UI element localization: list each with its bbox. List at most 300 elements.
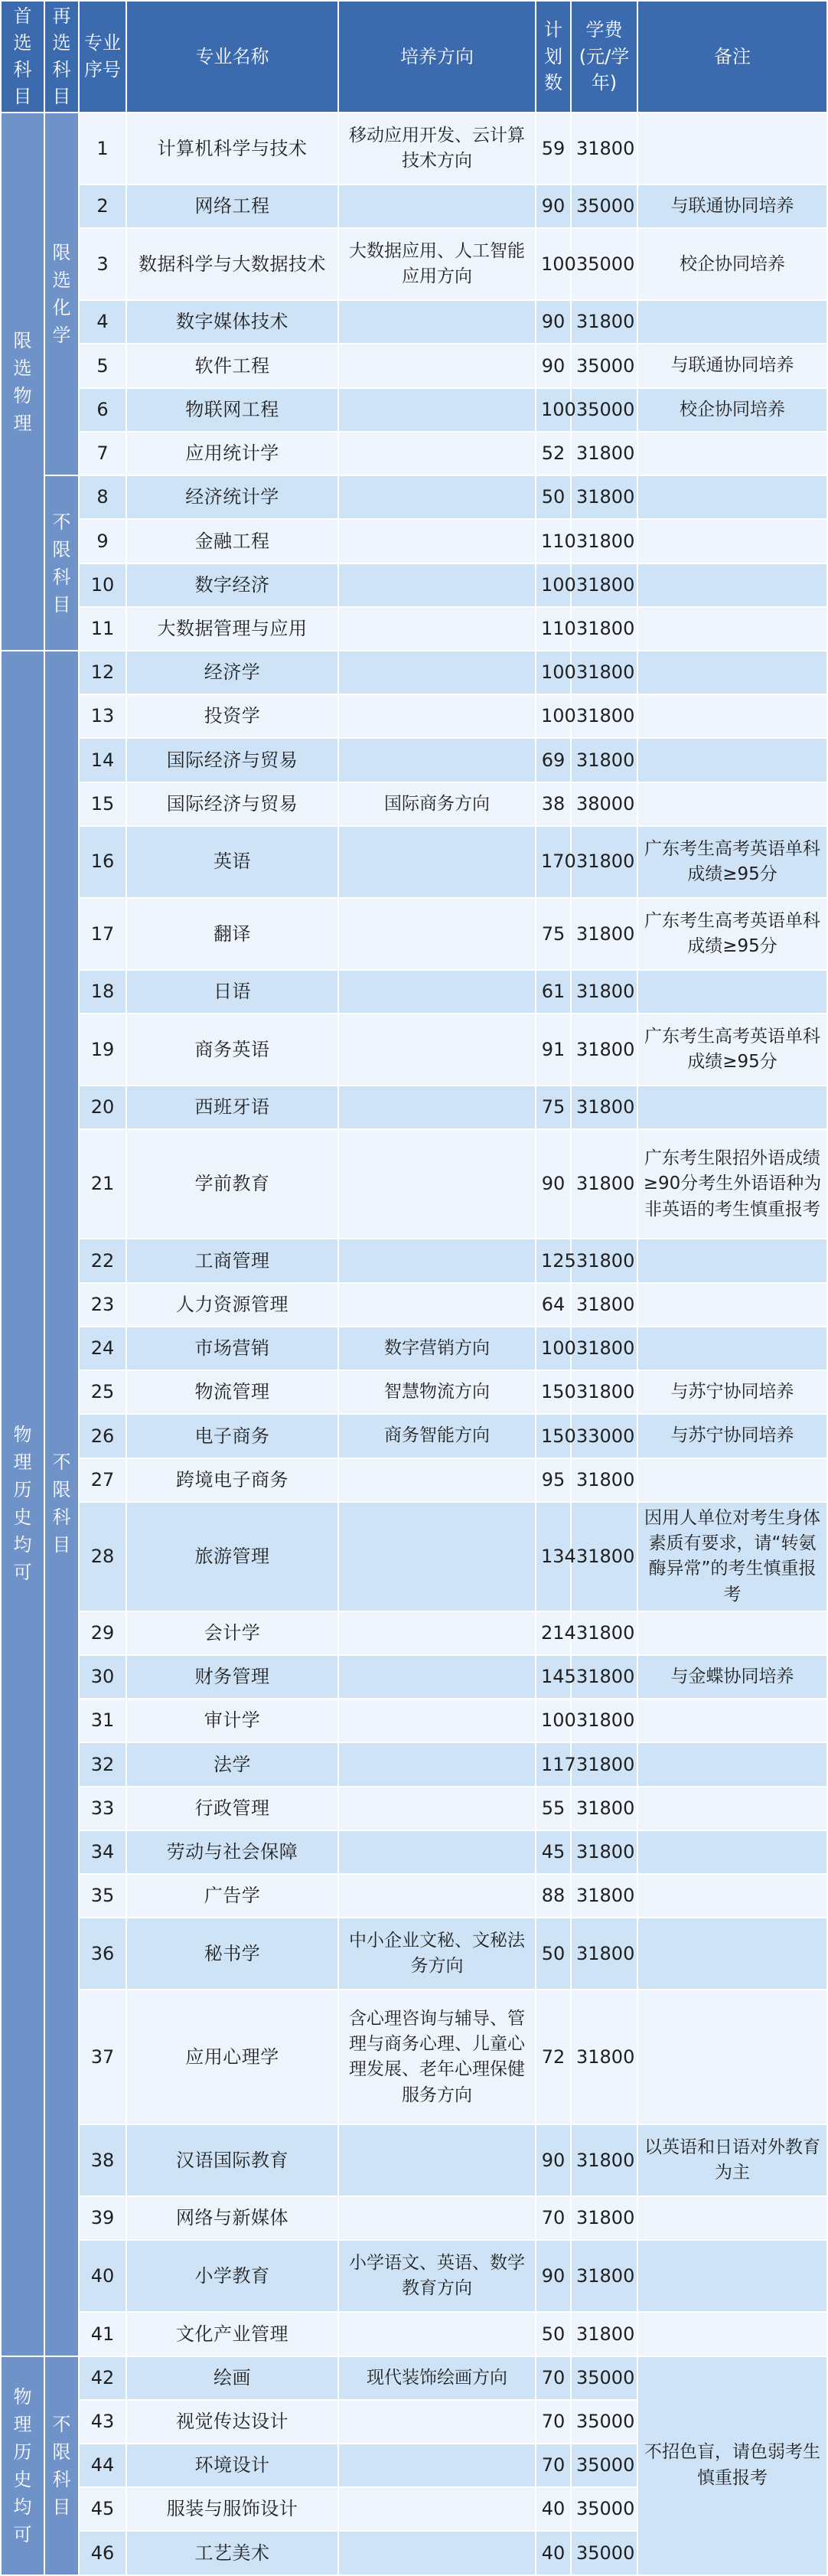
- major-name-cell: 服装与服饰设计: [126, 2487, 338, 2531]
- major-name-cell: 大数据管理与应用: [126, 607, 338, 651]
- major-no-cell: 25: [79, 1370, 126, 1414]
- major-name-cell: 小学教育: [126, 2240, 338, 2312]
- major-no-cell: 38: [79, 2124, 126, 2196]
- plan-cell: 90: [536, 1129, 571, 1239]
- plan-cell: 90: [536, 300, 571, 344]
- major-no-cell: 16: [79, 826, 126, 898]
- major-name-cell: 物流管理: [126, 1370, 338, 1414]
- table-row: [1, 2240, 827, 2312]
- table-row: [1, 113, 827, 184]
- major-name-cell: 汉语国际教育: [126, 2124, 338, 2196]
- second-subject-group: 限选化学: [44, 113, 79, 475]
- direction-cell: [338, 2531, 536, 2575]
- major-no-cell: 1: [79, 113, 126, 184]
- direction-cell: [338, 475, 536, 519]
- direction-cell: [338, 519, 536, 563]
- major-name-cell: 应用心理学: [126, 1990, 338, 2124]
- fee-cell: 31800: [571, 432, 637, 475]
- major-name-cell: 英语: [126, 826, 338, 898]
- fee-cell: 35000: [571, 2400, 637, 2444]
- fee-cell: 31800: [571, 651, 637, 694]
- fee-cell: 31800: [571, 1086, 637, 1129]
- direction-cell: 含心理咨询与辅导、管理与商务心理、儿童心理发展、老年心理保健服务方向: [338, 1990, 536, 2124]
- major-no-cell: 13: [79, 694, 126, 738]
- note-cell: [637, 970, 827, 1014]
- major-no-cell: 34: [79, 1830, 126, 1874]
- fee-cell: 31800: [571, 475, 637, 519]
- table-row: [1, 1990, 827, 2124]
- major-no-cell: 31: [79, 1699, 126, 1742]
- major-no-cell: 9: [79, 519, 126, 563]
- direction-cell: 现代装饰绘画方向: [338, 2356, 536, 2400]
- plan-cell: 70: [536, 2444, 571, 2487]
- table-row: [1, 2124, 827, 2196]
- note-cell: [637, 1283, 827, 1327]
- major-name-cell: 旅游管理: [126, 1502, 338, 1611]
- major-name-cell: 国际经济与贸易: [126, 782, 338, 826]
- table-row: [1, 300, 827, 344]
- table-row: [1, 1830, 827, 1874]
- major-no-cell: 14: [79, 738, 126, 782]
- major-no-cell: 23: [79, 1283, 126, 1327]
- fee-cell: 31800: [571, 1370, 637, 1414]
- major-name-cell: 经济学: [126, 651, 338, 694]
- major-no-cell: 29: [79, 1611, 126, 1655]
- note-cell: [637, 782, 827, 826]
- plan-cell: 100: [536, 388, 571, 432]
- plan-cell: 75: [536, 1086, 571, 1129]
- plan-cell: 90: [536, 2240, 571, 2312]
- table-row: [1, 1611, 827, 1655]
- fee-cell: 31800: [571, 1327, 637, 1370]
- major-name-cell: 翻译: [126, 898, 338, 970]
- major-no-cell: 24: [79, 1327, 126, 1370]
- major-no-cell: 27: [79, 1458, 126, 1502]
- fee-cell: 31800: [571, 1239, 637, 1282]
- table-row: [1, 1787, 827, 1830]
- header-major-name: 专业名称: [126, 1, 338, 113]
- note-cell: 与联通协同培养: [637, 184, 827, 228]
- note-cell: 广东考生限招外语成绩≥90分考生外语语种为非英语的考生慎重报考: [637, 1129, 827, 1239]
- plan-cell: 150: [536, 1414, 571, 1458]
- fee-cell: 31800: [571, 898, 637, 970]
- major-name-cell: 市场营销: [126, 1327, 338, 1370]
- major-name-cell: 金融工程: [126, 519, 338, 563]
- fee-cell: 31800: [571, 1699, 637, 1742]
- header-major-no: 专业序号: [79, 1, 126, 113]
- major-no-cell: 30: [79, 1655, 126, 1699]
- table-row: [1, 519, 827, 563]
- note-cell: [637, 1918, 827, 1990]
- fee-cell: 31800: [571, 1655, 637, 1699]
- major-name-cell: 工商管理: [126, 1239, 338, 1282]
- direction-cell: [338, 1655, 536, 1699]
- major-name-cell: 会计学: [126, 1611, 338, 1655]
- fee-cell: 31800: [571, 826, 637, 898]
- plan-cell: 100: [536, 694, 571, 738]
- table-row: [1, 1458, 827, 1502]
- note-cell: [637, 1239, 827, 1282]
- direction-cell: [338, 694, 536, 738]
- plan-cell: 91: [536, 1014, 571, 1086]
- direction-cell: [338, 651, 536, 694]
- direction-cell: [338, 2487, 536, 2531]
- fee-cell: 31800: [571, 1874, 637, 1918]
- fee-cell: 31800: [571, 970, 637, 1014]
- note-cell: [637, 1787, 827, 1830]
- fee-cell: 31800: [571, 1283, 637, 1327]
- major-name-cell: 物联网工程: [126, 388, 338, 432]
- note-cell: [637, 1611, 827, 1655]
- major-no-cell: 46: [79, 2531, 126, 2575]
- note-cell: 广东考生高考英语单科成绩≥95分: [637, 826, 827, 898]
- note-cell: [637, 1699, 827, 1742]
- major-no-cell: 41: [79, 2312, 126, 2356]
- plan-cell: 117: [536, 1742, 571, 1786]
- fee-cell: 31800: [571, 1014, 637, 1086]
- note-cell: [637, 113, 827, 184]
- major-no-cell: 15: [79, 782, 126, 826]
- major-no-cell: 39: [79, 2196, 126, 2240]
- header-fee: 学费(元/学年): [571, 1, 637, 113]
- direction-cell: [338, 1502, 536, 1611]
- fee-cell: 31800: [571, 1502, 637, 1611]
- table-row: [1, 1699, 827, 1742]
- major-name-cell: 电子商务: [126, 1414, 338, 1458]
- note-cell: [637, 607, 827, 651]
- table-row: [1, 607, 827, 651]
- plan-cell: 52: [536, 432, 571, 475]
- direction-cell: [338, 970, 536, 1014]
- direction-cell: [338, 1086, 536, 1129]
- direction-cell: [338, 607, 536, 651]
- major-name-cell: 计算机科学与技术: [126, 113, 338, 184]
- plan-cell: 100: [536, 1699, 571, 1742]
- fee-cell: 31800: [571, 1458, 637, 1502]
- plan-cell: 72: [536, 1990, 571, 2124]
- note-cell: [637, 1086, 827, 1129]
- table-row: [1, 2312, 827, 2356]
- plan-cell: 125: [536, 1239, 571, 1282]
- header-first-subject: 首选科目: [1, 1, 44, 113]
- fee-cell: 35000: [571, 2531, 637, 2575]
- plan-cell: 145: [536, 1655, 571, 1699]
- note-cell: [637, 1458, 827, 1502]
- major-no-cell: 7: [79, 432, 126, 475]
- major-name-cell: 应用统计学: [126, 432, 338, 475]
- direction-cell: [338, 1742, 536, 1786]
- major-name-cell: 网络工程: [126, 184, 338, 228]
- fee-cell: 31800: [571, 607, 637, 651]
- major-no-cell: 28: [79, 1502, 126, 1611]
- fee-cell: 31800: [571, 2240, 637, 2312]
- note-cell: 因用人单位对考生身体素质有要求，请“转氨酶异常”的考生慎重报考: [637, 1502, 827, 1611]
- fee-cell: 35000: [571, 2444, 637, 2487]
- major-name-cell: 劳动与社会保障: [126, 1830, 338, 1874]
- table-row: [1, 1129, 827, 1239]
- note-cell: [637, 1742, 827, 1786]
- table-row: [1, 898, 827, 970]
- second-subject-group: 不限科目: [44, 2356, 79, 2575]
- direction-cell: [338, 563, 536, 607]
- plan-cell: 69: [536, 738, 571, 782]
- fee-cell: 35000: [571, 2356, 637, 2400]
- first-subject-group: 物理历史均可: [1, 651, 44, 2356]
- plan-cell: 95: [536, 1458, 571, 1502]
- plan-cell: 100: [536, 651, 571, 694]
- table-row: [1, 1370, 827, 1414]
- major-no-cell: 35: [79, 1874, 126, 1918]
- table-header: [1, 1, 827, 113]
- note-cell: [637, 651, 827, 694]
- note-cell: [637, 1327, 827, 1370]
- note-cell: [637, 1874, 827, 1918]
- note-cell: [637, 300, 827, 344]
- major-no-cell: 33: [79, 1787, 126, 1830]
- major-name-cell: 法学: [126, 1742, 338, 1786]
- plan-cell: 38: [536, 782, 571, 826]
- major-no-cell: 6: [79, 388, 126, 432]
- note-cell: [637, 1990, 827, 2124]
- direction-cell: [338, 1830, 536, 1874]
- direction-cell: [338, 2312, 536, 2356]
- fee-cell: 31800: [571, 1129, 637, 1239]
- header-note: 备注: [637, 1, 827, 113]
- major-no-cell: 19: [79, 1014, 126, 1086]
- plan-cell: 90: [536, 2124, 571, 2196]
- fee-cell: 35000: [571, 388, 637, 432]
- major-no-cell: 5: [79, 344, 126, 387]
- direction-cell: [338, 1239, 536, 1282]
- plan-cell: 70: [536, 2196, 571, 2240]
- plan-cell: 110: [536, 519, 571, 563]
- direction-cell: 大数据应用、人工智能应用方向: [338, 228, 536, 300]
- fee-cell: 35000: [571, 344, 637, 387]
- table-row: [1, 970, 827, 1014]
- note-cell: [637, 2196, 827, 2240]
- direction-cell: [338, 2400, 536, 2444]
- plan-cell: 64: [536, 1283, 571, 1327]
- direction-cell: 数字营销方向: [338, 1327, 536, 1370]
- direction-cell: [338, 1699, 536, 1742]
- major-name-cell: 学前教育: [126, 1129, 338, 1239]
- plan-cell: 150: [536, 1370, 571, 1414]
- fee-cell: 31800: [571, 1787, 637, 1830]
- fee-cell: 38000: [571, 782, 637, 826]
- major-name-cell: 经济统计学: [126, 475, 338, 519]
- table-row: [1, 2356, 827, 2400]
- major-no-cell: 18: [79, 970, 126, 1014]
- plan-cell: 100: [536, 228, 571, 300]
- major-no-cell: 17: [79, 898, 126, 970]
- major-name-cell: 软件工程: [126, 344, 338, 387]
- fee-cell: 31800: [571, 1830, 637, 1874]
- table-row: [1, 184, 827, 228]
- table-row: [1, 782, 827, 826]
- direction-cell: [338, 432, 536, 475]
- major-no-cell: 42: [79, 2356, 126, 2400]
- note-cell: 广东考生高考英语单科成绩≥95分: [637, 1014, 827, 1086]
- table-row: [1, 1014, 827, 1086]
- major-no-cell: 8: [79, 475, 126, 519]
- major-no-cell: 40: [79, 2240, 126, 2312]
- major-name-cell: 财务管理: [126, 1655, 338, 1699]
- plan-cell: 61: [536, 970, 571, 1014]
- note-cell: 与苏宁协同培养: [637, 1370, 827, 1414]
- plan-cell: 110: [536, 607, 571, 651]
- plan-cell: 75: [536, 898, 571, 970]
- plan-cell: 70: [536, 2400, 571, 2444]
- second-subject-group: 不限科目: [44, 651, 79, 2356]
- fee-cell: 31800: [571, 519, 637, 563]
- table-row: [1, 475, 827, 519]
- major-no-cell: 37: [79, 1990, 126, 2124]
- direction-cell: [338, 184, 536, 228]
- first-subject-group: 限选物理: [1, 113, 44, 651]
- fee-cell: 31800: [571, 738, 637, 782]
- note-cell: [637, 2312, 827, 2356]
- note-cell-art-merged: 不招色盲，请色弱考生慎重报考: [637, 2356, 827, 2575]
- direction-cell: [338, 1129, 536, 1239]
- major-no-cell: 36: [79, 1918, 126, 1990]
- major-no-cell: 2: [79, 184, 126, 228]
- table-row: [1, 694, 827, 738]
- major-name-cell: 秘书学: [126, 1918, 338, 1990]
- plan-cell: 90: [536, 344, 571, 387]
- major-name-cell: 数据科学与大数据技术: [126, 228, 338, 300]
- direction-cell: 智慧物流方向: [338, 1370, 536, 1414]
- major-name-cell: 审计学: [126, 1699, 338, 1742]
- table-row: [1, 738, 827, 782]
- direction-cell: [338, 898, 536, 970]
- plan-cell: 100: [536, 1327, 571, 1370]
- direction-cell: [338, 1283, 536, 1327]
- direction-cell: [338, 300, 536, 344]
- table-row: [1, 432, 827, 475]
- table-row: [1, 1874, 827, 1918]
- table-row: [1, 2196, 827, 2240]
- major-name-cell: 跨境电子商务: [126, 1458, 338, 1502]
- major-no-cell: 22: [79, 1239, 126, 1282]
- note-cell: 与金蝶协同培养: [637, 1655, 827, 1699]
- table-body: [1, 113, 827, 2575]
- note-cell: 校企协同培养: [637, 228, 827, 300]
- table-row: [1, 651, 827, 694]
- major-no-cell: 10: [79, 563, 126, 607]
- major-name-cell: 广告学: [126, 1874, 338, 1918]
- plan-cell: 70: [536, 2356, 571, 2400]
- table-row: [1, 1742, 827, 1786]
- fee-cell: 31800: [571, 1990, 637, 2124]
- major-name-cell: 商务英语: [126, 1014, 338, 1086]
- direction-cell: [338, 388, 536, 432]
- table-row: [1, 563, 827, 607]
- table-row: [1, 1086, 827, 1129]
- note-cell: 广东考生高考英语单科成绩≥95分: [637, 898, 827, 970]
- direction-cell: [338, 344, 536, 387]
- fee-cell: 31800: [571, 1611, 637, 1655]
- direction-cell: [338, 2444, 536, 2487]
- plan-cell: 50: [536, 475, 571, 519]
- fee-cell: 31800: [571, 2312, 637, 2356]
- note-cell: 与联通协同培养: [637, 344, 827, 387]
- fee-cell: 31800: [571, 113, 637, 184]
- major-no-cell: 44: [79, 2444, 126, 2487]
- major-no-cell: 43: [79, 2400, 126, 2444]
- direction-cell: 商务智能方向: [338, 1414, 536, 1458]
- note-cell: [637, 475, 827, 519]
- note-cell: 与苏宁协同培养: [637, 1414, 827, 1458]
- major-name-cell: 工艺美术: [126, 2531, 338, 2575]
- table-row: [1, 1327, 827, 1370]
- direction-cell: [338, 2124, 536, 2196]
- major-name-cell: 国际经济与贸易: [126, 738, 338, 782]
- fee-cell: 31800: [571, 1918, 637, 1990]
- note-cell: [637, 2240, 827, 2312]
- header-direction: 培养方向: [338, 1, 536, 113]
- direction-cell: 移动应用开发、云计算技术方向: [338, 113, 536, 184]
- fee-cell: 33000: [571, 1414, 637, 1458]
- direction-cell: 小学语文、英语、数学教育方向: [338, 2240, 536, 2312]
- plan-cell: 90: [536, 184, 571, 228]
- major-name-cell: 数字媒体技术: [126, 300, 338, 344]
- major-no-cell: 12: [79, 651, 126, 694]
- note-cell: 校企协同培养: [637, 388, 827, 432]
- note-cell: [637, 519, 827, 563]
- note-cell: [637, 738, 827, 782]
- plan-cell: 45: [536, 1830, 571, 1874]
- major-name-cell: 投资学: [126, 694, 338, 738]
- plan-cell: 50: [536, 2312, 571, 2356]
- direction-cell: 国际商务方向: [338, 782, 536, 826]
- major-no-cell: 11: [79, 607, 126, 651]
- table-row: [1, 1918, 827, 1990]
- major-name-cell: 绘画: [126, 2356, 338, 2400]
- table-row: [1, 1239, 827, 1282]
- fee-cell: 31800: [571, 694, 637, 738]
- table-row: [1, 826, 827, 898]
- table-row: [1, 344, 827, 387]
- note-cell: 以英语和日语对外教育为主: [637, 2124, 827, 2196]
- major-name-cell: 文化产业管理: [126, 2312, 338, 2356]
- table-row: [1, 1502, 827, 1611]
- plan-cell: 59: [536, 113, 571, 184]
- direction-cell: [338, 826, 536, 898]
- note-cell: [637, 694, 827, 738]
- header-second-subject: 再选科目: [44, 1, 79, 113]
- direction-cell: [338, 738, 536, 782]
- table-row: [1, 1655, 827, 1699]
- first-subject-group: 物理历史均可: [1, 2356, 44, 2575]
- fee-cell: 31800: [571, 2124, 637, 2196]
- plan-cell: 50: [536, 1918, 571, 1990]
- fee-cell: 35000: [571, 228, 637, 300]
- fee-cell: 31800: [571, 1742, 637, 1786]
- plan-cell: 88: [536, 1874, 571, 1918]
- direction-cell: 中小企业文秘、文秘法务方向: [338, 1918, 536, 1990]
- major-no-cell: 4: [79, 300, 126, 344]
- major-name-cell: 人力资源管理: [126, 1283, 338, 1327]
- table-row: [1, 1414, 827, 1458]
- note-cell: [637, 432, 827, 475]
- plan-cell: 100: [536, 563, 571, 607]
- plan-cell: 214: [536, 1611, 571, 1655]
- plan-cell: 40: [536, 2531, 571, 2575]
- direction-cell: [338, 1787, 536, 1830]
- table-row: [1, 228, 827, 300]
- major-name-cell: 行政管理: [126, 1787, 338, 1830]
- plan-cell: 170: [536, 826, 571, 898]
